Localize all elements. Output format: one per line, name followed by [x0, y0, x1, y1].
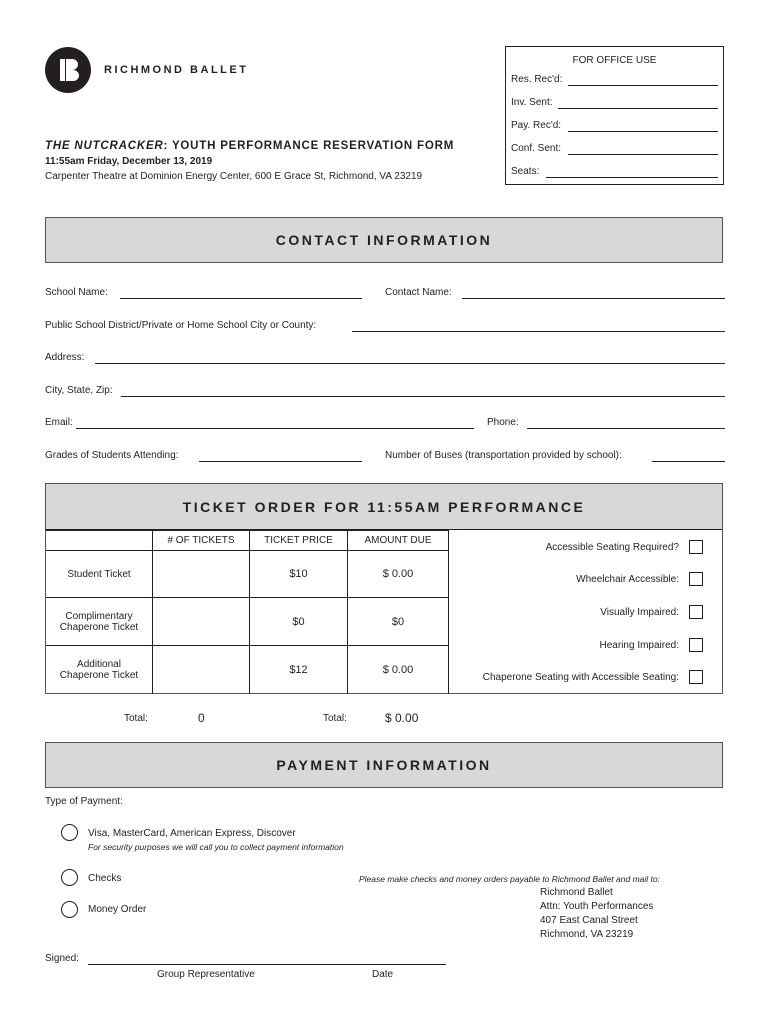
table-row — [46, 598, 449, 646]
visually-impaired-label: Visually Impaired: — [600, 607, 679, 618]
additional-chaperone-price: $12 — [250, 646, 348, 694]
office-inv-sent-field[interactable] — [558, 108, 718, 109]
district-label: Public School District/Private or Home School City or County: — [45, 320, 317, 331]
grades-label: Grades of Students Attending: — [45, 450, 179, 461]
money-order-radio[interactable] — [61, 901, 78, 918]
signed-label: Signed: — [45, 953, 79, 964]
checks-radio[interactable] — [61, 869, 78, 886]
office-seats-field[interactable] — [546, 177, 718, 178]
mail-address-line-3: 407 East Canal Street — [540, 915, 638, 926]
total-qty-label: Total: — [124, 713, 148, 724]
richmond-ballet-logo-icon — [45, 47, 91, 93]
performance-datetime: 11:55am Friday, December 13, 2019 — [45, 156, 213, 167]
student-amount: $ 0.00 — [348, 551, 449, 598]
venue-address: Carpenter Theatre at Dominion Energy Center, 600 E Grace St, Richmond, VA 23219 — [45, 171, 423, 182]
additional-chaperone-qty-input[interactable] — [153, 646, 250, 694]
comp-chaperone-amount: $0 — [348, 598, 449, 646]
city-state-zip-field[interactable] — [121, 396, 725, 397]
comp-chaperone-qty-input[interactable] — [153, 598, 250, 646]
address-field[interactable] — [95, 363, 725, 364]
office-inv-sent-label: Inv. Sent: — [511, 97, 553, 108]
money-order-label: Money Order — [88, 904, 147, 915]
mail-instructions: Please make checks and money orders payable to Richmond Ballet and mail to: — [359, 874, 660, 884]
col-ticket-price: TICKET PRICE — [250, 531, 348, 551]
phone-field[interactable] — [527, 428, 725, 429]
district-field[interactable] — [352, 331, 725, 332]
office-use-title: FOR OFFICE USE — [572, 55, 657, 66]
mail-address-line-1: Richmond Ballet — [540, 887, 613, 898]
school-name-field[interactable] — [120, 298, 362, 299]
payment-type-label: Type of Payment: — [45, 796, 123, 807]
grades-field[interactable] — [199, 461, 362, 462]
row-label-additional-chaperone: Additional Chaperone Ticket — [46, 646, 153, 694]
contact-name-label: Contact Name: — [385, 287, 452, 298]
student-price: $10 — [250, 551, 348, 598]
row-label-student: Student Ticket — [46, 551, 153, 598]
form-title-rest: : YOUTH PERFORMANCE RESERVATION FORM — [163, 140, 455, 152]
mail-address-line-4: Richmond, VA 23219 — [540, 929, 634, 940]
table-header-blank — [46, 531, 153, 551]
signature-field[interactable] — [88, 964, 446, 965]
date-caption: Date — [372, 969, 394, 980]
card-security-note: For security purposes we will call you to collect payment information — [88, 842, 344, 852]
org-name: RICHMOND BALLET — [104, 64, 249, 76]
hearing-impaired-label: Hearing Impaired: — [599, 640, 679, 651]
office-pay-recd-field[interactable] — [568, 131, 718, 132]
phone-label: Phone: — [487, 417, 519, 428]
address-label: Address: — [45, 352, 85, 363]
col-amount-due: AMOUNT DUE — [348, 531, 449, 551]
accessible-seating-checkbox[interactable] — [689, 540, 703, 554]
buses-label: Number of Buses (transportation provided by school): — [385, 450, 622, 461]
row-label-comp-chaperone: Complimentary Chaperone Ticket — [46, 598, 153, 646]
accessible-seating-label: Accessible Seating Required? — [545, 542, 679, 553]
ticket-order-heading: TICKET ORDER FOR 11:55AM PERFORMANCE — [45, 483, 723, 530]
group-representative-caption: Group Representative — [157, 969, 255, 980]
contact-name-field[interactable] — [462, 298, 725, 299]
student-qty-input[interactable] — [153, 551, 250, 598]
wheelchair-checkbox[interactable] — [689, 572, 703, 586]
chaperone-accessible-label: Chaperone Seating with Accessible Seating: — [482, 672, 679, 683]
payment-information-heading: PAYMENT INFORMATION — [45, 742, 723, 788]
visually-impaired-checkbox[interactable] — [689, 605, 703, 619]
email-field[interactable] — [76, 428, 474, 429]
checks-label: Checks — [88, 873, 122, 884]
total-qty-value: 0 — [198, 711, 205, 725]
office-conf-sent-field[interactable] — [568, 154, 718, 155]
form-title — [45, 140, 454, 152]
wheelchair-label: Wheelchair Accessible: — [576, 574, 679, 585]
office-pay-recd-label: Pay. Rec'd: — [511, 120, 562, 131]
chaperone-accessible-checkbox[interactable] — [689, 670, 703, 684]
mail-address-line-2: Attn: Youth Performances — [540, 901, 654, 912]
col-num-tickets: # OF TICKETS — [153, 531, 250, 551]
comp-chaperone-price: $0 — [250, 598, 348, 646]
additional-chaperone-amount: $ 0.00 — [348, 646, 449, 694]
card-payment-radio[interactable] — [61, 824, 78, 841]
office-seats-label: Seats: — [511, 166, 540, 177]
ticket-table — [46, 530, 449, 694]
office-use-box — [505, 46, 724, 185]
office-res-recd-label: Res. Rec'd: — [511, 74, 563, 85]
total-amount-value: $ 0.00 — [385, 711, 419, 725]
buses-field[interactable] — [652, 461, 725, 462]
table-row — [46, 646, 449, 694]
school-name-label: School Name: — [45, 287, 108, 298]
office-conf-sent-label: Conf. Sent: — [511, 143, 562, 154]
city-state-zip-label: City, State, Zip: — [45, 385, 113, 396]
form-title-italic: THE NUTCRACKER — [45, 140, 164, 152]
table-row — [46, 551, 449, 598]
card-payment-label: Visa, MasterCard, American Express, Discover — [88, 828, 296, 839]
office-res-recd-field[interactable] — [568, 85, 718, 86]
table-header-row — [46, 531, 449, 551]
hearing-impaired-checkbox[interactable] — [689, 638, 703, 652]
total-amount-label: Total: — [323, 713, 347, 724]
contact-information-heading: CONTACT INFORMATION — [45, 217, 723, 263]
email-label: Email: — [45, 417, 73, 428]
